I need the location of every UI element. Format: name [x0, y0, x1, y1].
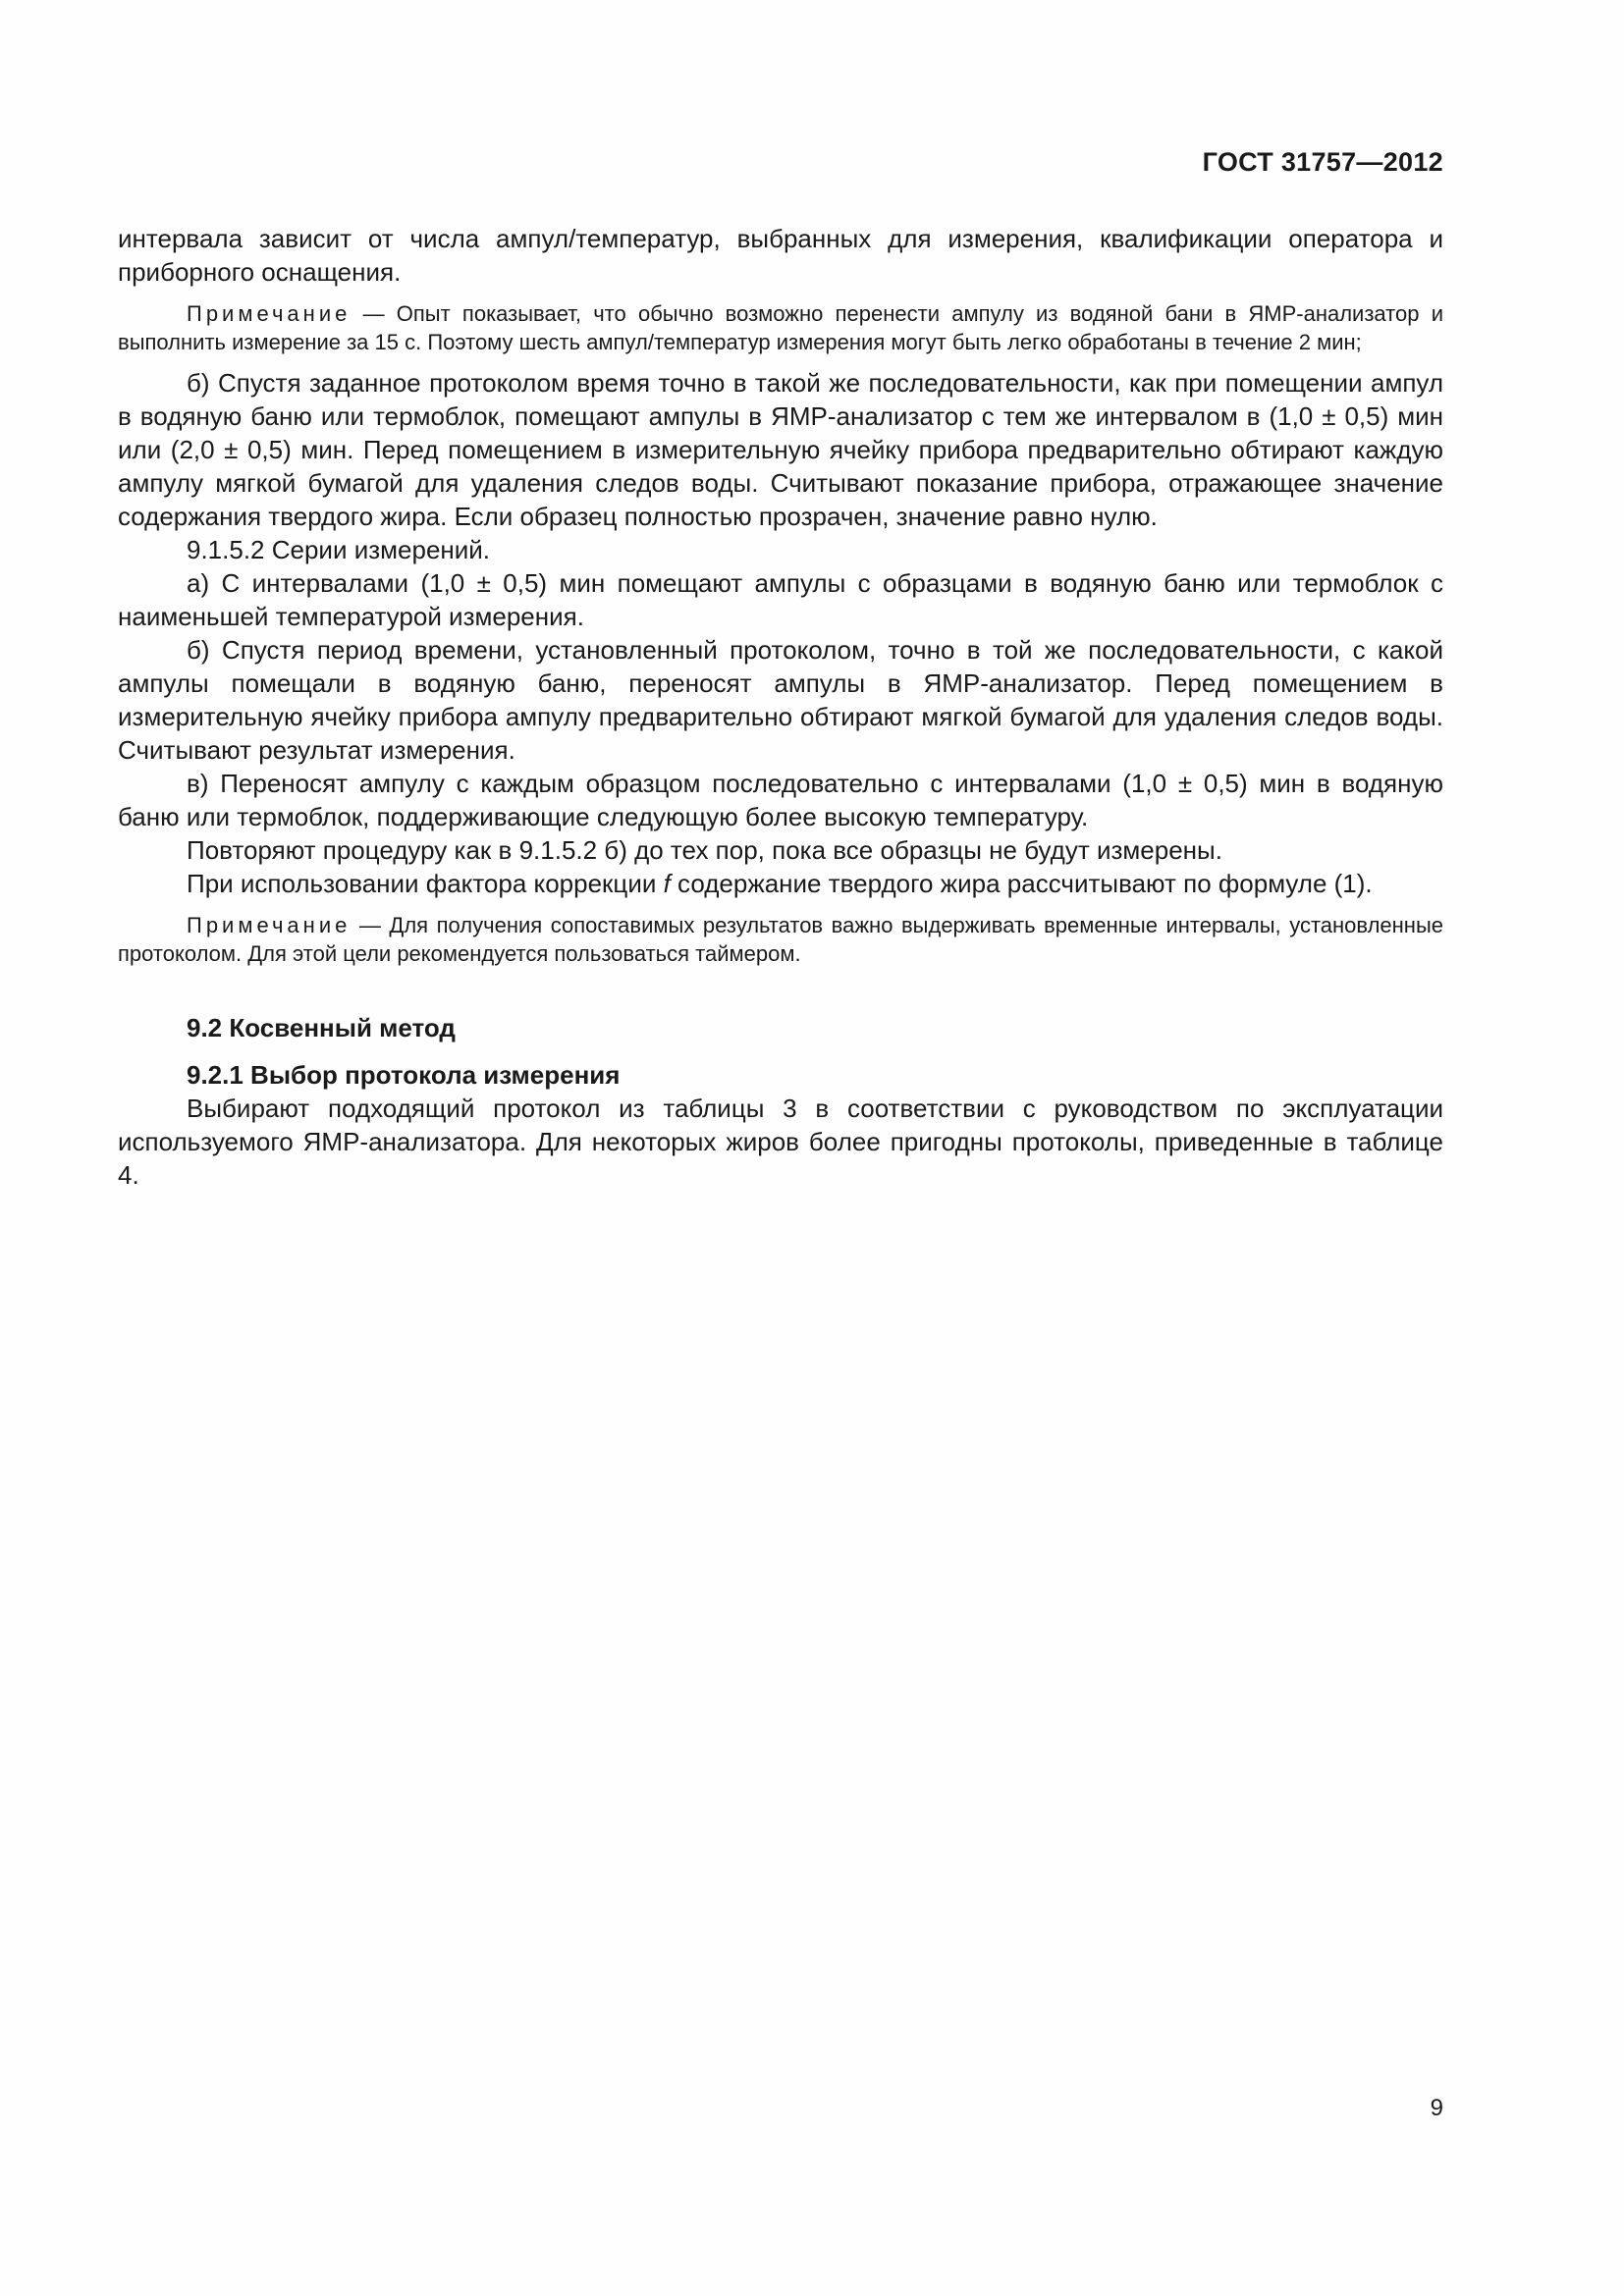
- subsection-heading-9-2-1: 9.2.1 Выбор протокола измерения: [187, 1060, 621, 1090]
- correction-text-start: При использовании фактора коррекции: [187, 869, 664, 898]
- paragraph-series: 9.1.5.2 Серии измерений.: [187, 535, 491, 564]
- paragraph-choose-protocol: Выбирают подходящий протокол из таблицы 3 в соответствии с руководством по эксплуатации используемого ЯМР-анализатора. Для некоторых жиров более пригодны протоколы, приведенные в таблице 4.: [118, 1094, 1443, 1190]
- paragraph-repeat: Повторяют процедуру как в 9.1.5.2 б) до тех пор, пока все образцы не будут измерены.: [187, 835, 1222, 865]
- note-1-label: Примечание: [187, 301, 352, 326]
- note-1: [118, 300, 1443, 356]
- document-id-header: ГОСТ 31757—2012: [1202, 147, 1443, 177]
- note-1-text: — Опыт показывает, что обычно возможно перенести ампулу из водяной бани в ЯМР-анализатор и выполнить измерение за 15 с. Поэтому шесть ампул/температур измерения могут быть легко обработаны в течение 2 мин;: [118, 301, 1443, 354]
- paragraph-b1: б) Спустя заданное протоколом время точно в такой же последовательности, как при помещении ампул в водяную баню или термоблок, помещают ампулы в ЯМР-анализатор с тем же интервалом в (1,0 ± 0,5) мин или (2,0 ± 0,5) мин. Перед помещением в измерительную ячейку прибора предварительно обтирают каждую ампулу мягкой бумагой для удаления следов воды. Считывают показание прибора, отражающее значение содержания твердого жира. Если образец полностью прозрачен, значение равно нулю.: [118, 368, 1443, 531]
- paragraph-b2: б) Спустя период времени, установленный протоколом, точно в той же последовательности, с какой ампулы помещали в водяную баню, переносят ампулы в ЯМР-анализатор. Перед помещением в измерительную ячейку прибора ампулу предварительно обтирают мягкой бумагой для удаления следов воды. Считывают результат измерения.: [118, 635, 1443, 765]
- note-2-text: — Для получения сопоставимых результатов важно выдерживать временные интервалы, установленные протоколом. Для этой цели рекомендуется пользоваться таймером.: [118, 913, 1443, 966]
- paragraph-a: а) С интервалами (1,0 ± 0,5) мин помещают ампулы с образцами в водяную баню или термоблок с наименьшей температурой измерения.: [118, 568, 1443, 631]
- page-number: 9: [1430, 2095, 1443, 2121]
- paragraph-correction: [118, 867, 1443, 900]
- note-2: [118, 912, 1443, 968]
- document-body: [118, 222, 1443, 1192]
- paragraph-v: в) Переносят ампулу с каждым образцом последовательно с интервалами (1,0 ± 0,5) мин в водяную баню или термоблок, поддерживающие следующую более высокую температуру.: [118, 769, 1443, 831]
- paragraph-intro: интервала зависит от числа ампул/температур, выбранных для измерения, квалификации оператора и приборного оснащения.: [118, 224, 1443, 287]
- note-2-label: Примечание: [187, 913, 352, 937]
- correction-text-end: содержание твердого жира рассчитывают по формуле (1).: [670, 869, 1373, 898]
- section-heading-9-2: 9.2 Косвенный метод: [187, 1013, 456, 1042]
- correction-factor-symbol: f: [663, 869, 671, 898]
